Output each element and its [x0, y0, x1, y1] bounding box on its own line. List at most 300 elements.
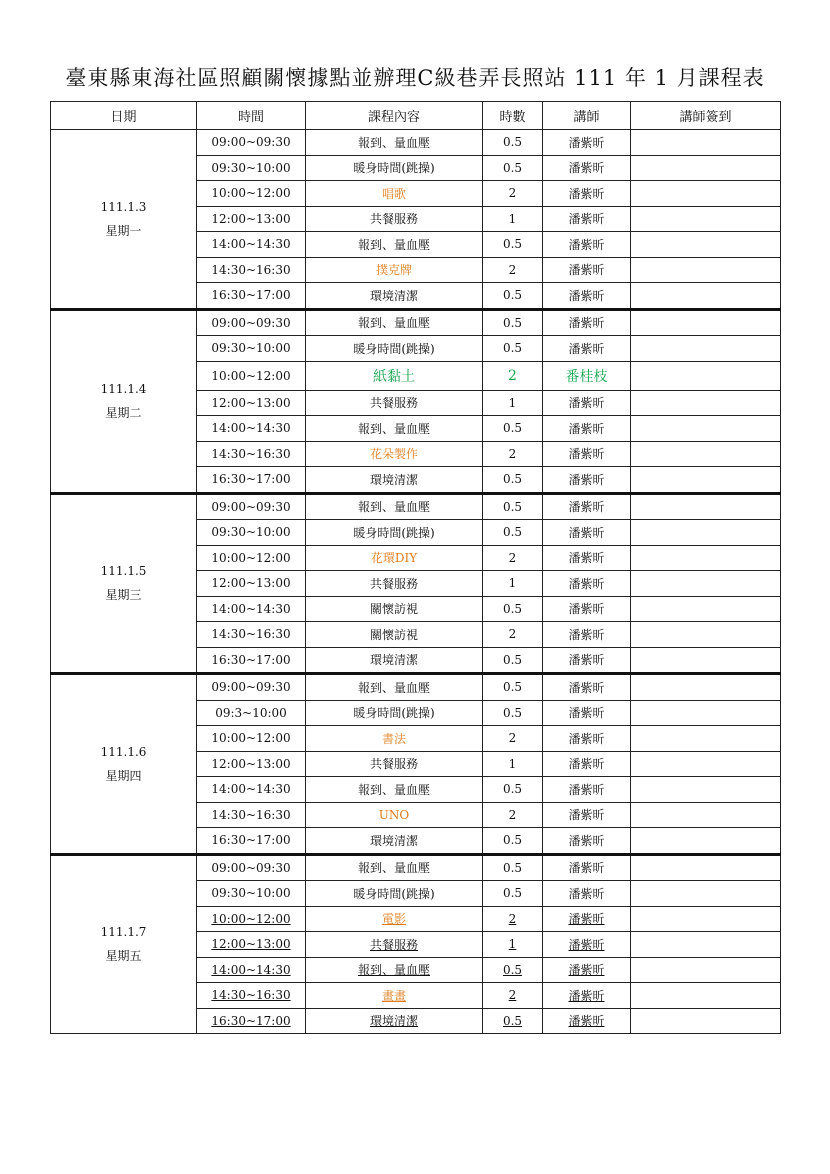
hours-cell [483, 181, 543, 207]
teacher-cell-text: 潘紫昕 [568, 937, 605, 952]
time-cell-text: 09:30~10:00 [211, 886, 291, 901]
course-cell-text: 暖身時間(跳操) [353, 525, 435, 540]
course-cell [306, 206, 483, 232]
hours-cell-text: 0.5 [502, 341, 523, 356]
hours-cell-text: 0.5 [502, 886, 523, 901]
teacher-cell [543, 309, 631, 336]
time-cell-text: 16:30~17:00 [211, 652, 291, 667]
course-cell-text: 報到、量血壓 [357, 421, 430, 436]
hours-cell-text: 0.5 [502, 833, 523, 848]
signature-cell[interactable] [631, 802, 781, 828]
time-cell [197, 520, 306, 546]
teacher-cell-text: 潘紫昕 [568, 861, 605, 876]
time-cell-text: 14:30~16:30 [211, 807, 291, 822]
date-value: 111.1.6 [100, 744, 147, 759]
hours-cell-text: 2 [508, 807, 517, 822]
teacher-cell-text: 潘紫昕 [568, 680, 605, 695]
course-cell-text: 報到、量血壓 [357, 500, 430, 515]
date-cell [51, 309, 197, 493]
teacher-cell [543, 726, 631, 752]
time-cell [197, 983, 306, 1009]
course-cell [306, 674, 483, 701]
teacher-cell [543, 647, 631, 674]
table-row [51, 674, 781, 701]
time-cell-text: 09:00~09:30 [211, 860, 291, 875]
signature-cell[interactable] [631, 130, 781, 156]
time-cell-text: 14:00~14:30 [211, 237, 291, 252]
time-cell [197, 283, 306, 310]
time-cell-text: 09:30~10:00 [211, 525, 291, 540]
weekday-label: 星期三 [105, 588, 142, 603]
time-cell [197, 309, 306, 336]
time-cell-text: 09:30~10:00 [211, 341, 291, 356]
teacher-cell-text: 潘紫昕 [568, 288, 605, 303]
teacher-cell-text: 番桂枝 [565, 368, 608, 385]
hours-cell-text: 0.5 [502, 1013, 523, 1028]
signature-cell[interactable] [631, 361, 781, 390]
time-cell-text: 09:00~09:30 [211, 315, 291, 330]
time-cell-text: 12:00~13:00 [211, 395, 291, 410]
teacher-cell-text: 潘紫昕 [568, 551, 605, 566]
course-cell [306, 181, 483, 207]
signature-cell[interactable] [631, 932, 781, 958]
teacher-cell [543, 596, 631, 622]
hours-cell-text: 0.5 [502, 288, 523, 303]
course-cell [306, 257, 483, 283]
hours-cell [483, 622, 543, 648]
hours-cell-text: 0.5 [502, 421, 523, 436]
header-row [51, 102, 781, 130]
time-cell-text: 14:00~14:30 [211, 782, 291, 797]
teacher-cell-text: 潘紫昕 [568, 833, 605, 848]
course-cell [306, 130, 483, 156]
hours-cell-text: 0.5 [502, 160, 523, 175]
time-cell-text: 10:00~12:00 [211, 731, 291, 746]
table-row [51, 493, 781, 520]
signature-cell[interactable] [631, 181, 781, 207]
course-cell-text: 暖身時間(跳操) [353, 886, 435, 901]
hours-cell [483, 283, 543, 310]
time-cell [197, 700, 306, 726]
course-cell [306, 700, 483, 726]
course-cell-text: 環境清潔 [369, 833, 418, 848]
hours-cell [483, 751, 543, 777]
teacher-cell [543, 751, 631, 777]
hours-cell-text: 0.5 [502, 962, 523, 977]
hours-cell [483, 520, 543, 546]
hours-cell [483, 700, 543, 726]
course-cell-text: 唱歌 [381, 186, 406, 201]
course-cell [306, 802, 483, 828]
signature-cell[interactable] [631, 336, 781, 362]
teacher-cell [543, 181, 631, 207]
teacher-cell-text: 潘紫昕 [568, 500, 605, 515]
time-cell [197, 361, 306, 390]
date-value: 111.1.5 [100, 564, 147, 579]
teacher-cell [543, 674, 631, 701]
hours-cell [483, 674, 543, 701]
teacher-cell-text: 潘紫昕 [568, 161, 605, 176]
course-cell-text: 共餐服務 [369, 576, 418, 591]
time-cell-text: 09:3~10:00 [215, 705, 287, 720]
course-cell-text: 環境清潔 [369, 653, 418, 668]
header-course: 課程內容 [306, 102, 483, 130]
course-cell-text: 撲克牌 [375, 263, 412, 278]
teacher-cell [543, 257, 631, 283]
signature-cell[interactable] [631, 700, 781, 726]
teacher-cell-text: 潘紫昕 [568, 963, 605, 978]
signature-cell[interactable] [631, 751, 781, 777]
hours-cell-text: 2 [508, 988, 517, 1003]
hours-cell [483, 802, 543, 828]
teacher-cell [543, 1008, 631, 1034]
signature-cell[interactable] [631, 206, 781, 232]
signature-cell[interactable] [631, 983, 781, 1009]
time-cell [197, 802, 306, 828]
course-cell-text: 報到、量血壓 [357, 680, 430, 695]
teacher-cell [543, 545, 631, 571]
time-cell [197, 232, 306, 258]
hours-cell [483, 571, 543, 597]
hours-cell [483, 881, 543, 907]
course-cell [306, 622, 483, 648]
teacher-cell-text: 潘紫昕 [568, 1014, 605, 1029]
date-cell [51, 493, 197, 674]
time-cell [197, 467, 306, 494]
time-cell [197, 493, 306, 520]
course-cell [306, 493, 483, 520]
time-cell [197, 647, 306, 674]
hours-cell [483, 155, 543, 181]
time-cell-text: 14:30~16:30 [211, 446, 291, 461]
time-cell [197, 206, 306, 232]
course-cell [306, 441, 483, 467]
teacher-cell-text: 潘紫昕 [568, 341, 605, 356]
time-cell [197, 257, 306, 283]
course-cell-text: 報到、量血壓 [357, 135, 430, 150]
time-cell [197, 571, 306, 597]
signature-cell[interactable] [631, 257, 781, 283]
course-cell [306, 232, 483, 258]
teacher-cell [543, 802, 631, 828]
teacher-cell [543, 983, 631, 1009]
time-cell-text: 09:00~09:30 [211, 499, 291, 514]
signature-cell[interactable] [631, 596, 781, 622]
time-cell [197, 906, 306, 932]
table-row [51, 130, 781, 156]
time-cell-text: 09:00~09:30 [211, 680, 291, 695]
time-cell-text: 16:30~17:00 [211, 1013, 291, 1028]
time-cell [197, 957, 306, 983]
hours-cell-text: 2 [508, 627, 517, 642]
course-cell [306, 828, 483, 855]
course-cell-text: 畫畫 [381, 988, 406, 1003]
teacher-cell [543, 700, 631, 726]
signature-cell[interactable] [631, 777, 781, 803]
hours-cell-text: 1 [508, 756, 517, 771]
course-cell [306, 957, 483, 983]
signature-cell[interactable] [631, 232, 781, 258]
header-hours: 時數 [483, 102, 543, 130]
time-cell [197, 336, 306, 362]
signature-cell[interactable] [631, 854, 781, 881]
time-cell-text: 14:00~14:30 [211, 421, 291, 436]
time-cell [197, 441, 306, 467]
teacher-cell [543, 441, 631, 467]
teacher-cell [543, 520, 631, 546]
hours-cell-text: 1 [508, 211, 517, 226]
course-cell-text: 關懷訪視 [369, 602, 418, 617]
signature-cell[interactable] [631, 1008, 781, 1034]
time-cell-text: 16:30~17:00 [211, 833, 291, 848]
course-cell [306, 881, 483, 907]
hours-cell-text: 2 [508, 367, 517, 384]
course-cell [306, 571, 483, 597]
time-cell [197, 416, 306, 442]
time-cell [197, 726, 306, 752]
weekday-label: 星期二 [105, 406, 142, 420]
hours-cell-text: 0.5 [502, 680, 523, 695]
time-cell [197, 181, 306, 207]
hours-cell [483, 596, 543, 622]
signature-cell[interactable] [631, 726, 781, 752]
hours-cell-text: 0.5 [502, 860, 523, 875]
course-cell-text: 花環DIY [370, 551, 418, 566]
hours-cell-text: 0.5 [502, 652, 523, 667]
time-cell [197, 545, 306, 571]
signature-cell[interactable] [631, 520, 781, 546]
time-cell-text: 14:00~14:30 [211, 601, 291, 616]
hours-cell-text: 2 [508, 731, 517, 746]
hours-cell-text: 1 [508, 937, 517, 952]
hours-cell-text: 0.5 [502, 472, 523, 487]
teacher-cell [543, 777, 631, 803]
hours-cell-text: 0.5 [502, 499, 523, 514]
course-cell-text: 暖身時間(跳操) [353, 161, 435, 176]
hours-cell-text: 0.5 [502, 782, 523, 797]
hours-cell [483, 932, 543, 958]
teacher-cell-text: 潘紫昕 [568, 212, 605, 227]
hours-cell-text: 0.5 [502, 705, 523, 720]
time-cell-text: 09:00~09:30 [211, 135, 291, 150]
date-value: 111.1.7 [100, 925, 147, 940]
teacher-cell [543, 336, 631, 362]
hours-cell-text: 0.5 [502, 315, 523, 330]
course-cell [306, 283, 483, 310]
signature-cell[interactable] [631, 828, 781, 855]
course-cell-text: 共餐服務 [369, 396, 418, 411]
teacher-cell [543, 206, 631, 232]
teacher-cell [543, 467, 631, 494]
hours-cell-text: 2 [508, 186, 517, 201]
course-cell [306, 1008, 483, 1034]
time-cell [197, 828, 306, 855]
time-cell-text: 14:30~16:30 [211, 627, 291, 642]
time-cell [197, 155, 306, 181]
teacher-cell [543, 232, 631, 258]
signature-cell[interactable] [631, 622, 781, 648]
time-cell-text: 14:30~16:30 [211, 988, 291, 1003]
teacher-cell-text: 潘紫昕 [568, 602, 605, 617]
hours-cell [483, 854, 543, 881]
signature-cell[interactable] [631, 906, 781, 932]
signature-cell[interactable] [631, 571, 781, 597]
signature-cell[interactable] [631, 155, 781, 181]
header-time: 時間 [197, 102, 306, 130]
hours-cell [483, 493, 543, 520]
hours-cell-text: 2 [508, 911, 517, 926]
weekday-label: 星期一 [105, 223, 142, 238]
signature-cell[interactable] [631, 441, 781, 467]
teacher-cell [543, 155, 631, 181]
time-cell [197, 932, 306, 958]
header-signature: 講師簽到 [631, 102, 781, 130]
table-row [51, 309, 781, 336]
course-cell [306, 932, 483, 958]
course-cell [306, 854, 483, 881]
course-cell-text: 報到、量血壓 [357, 782, 430, 797]
teacher-cell-text: 潘紫昕 [568, 237, 605, 252]
teacher-cell-text: 潘紫昕 [568, 782, 605, 797]
signature-cell[interactable] [631, 416, 781, 442]
teacher-cell [543, 416, 631, 442]
course-cell [306, 777, 483, 803]
hours-cell [483, 545, 543, 571]
teacher-cell-text: 潘紫昕 [568, 396, 605, 411]
teacher-cell-text: 潘紫昕 [568, 886, 605, 901]
course-cell [306, 416, 483, 442]
signature-cell[interactable] [631, 957, 781, 983]
course-cell-text: 紙黏土 [373, 368, 415, 385]
hours-cell [483, 647, 543, 674]
course-cell [306, 906, 483, 932]
hours-cell [483, 777, 543, 803]
weekday-label: 星期五 [105, 949, 142, 964]
signature-cell[interactable] [631, 309, 781, 336]
time-cell [197, 130, 306, 156]
page-title: 臺東縣東海社區照顧關懷據點並辦理C級巷弄長照站 111 年 1 月課程表 [65, 66, 765, 90]
teacher-cell-text: 潘紫昕 [568, 472, 605, 487]
hours-cell-text: 2 [508, 262, 517, 277]
hours-cell [483, 309, 543, 336]
hours-cell-text: 0.5 [502, 525, 523, 540]
course-cell-text: 書法 [381, 731, 406, 746]
time-cell [197, 1008, 306, 1034]
teacher-cell [543, 957, 631, 983]
teacher-cell [543, 361, 631, 390]
teacher-cell [543, 571, 631, 597]
teacher-cell [543, 390, 631, 416]
time-cell-text: 10:00~12:00 [211, 550, 291, 565]
weekday-label: 星期四 [105, 768, 142, 783]
hours-cell-text: 0.5 [502, 601, 523, 616]
course-cell-text: 報到、量血壓 [357, 316, 430, 331]
signature-cell[interactable] [631, 674, 781, 701]
table-row [51, 854, 781, 881]
teacher-cell-text: 潘紫昕 [568, 653, 605, 668]
course-cell [306, 751, 483, 777]
signature-cell[interactable] [631, 493, 781, 520]
time-cell-text: 14:30~16:30 [211, 262, 291, 277]
time-cell-text: 16:30~17:00 [211, 288, 291, 303]
signature-cell[interactable] [631, 545, 781, 571]
teacher-cell-text: 潘紫昕 [568, 627, 605, 642]
teacher-cell [543, 828, 631, 855]
hours-cell [483, 130, 543, 156]
hours-cell [483, 1008, 543, 1034]
time-cell [197, 674, 306, 701]
course-cell [306, 983, 483, 1009]
hours-cell-text: 2 [508, 550, 517, 565]
course-cell [306, 647, 483, 674]
signature-cell[interactable] [631, 283, 781, 310]
hours-cell [483, 828, 543, 855]
hours-cell-text: 1 [508, 395, 517, 410]
teacher-cell [543, 854, 631, 881]
course-cell [306, 155, 483, 181]
course-cell [306, 336, 483, 362]
course-cell-text: 花朵製作 [369, 447, 418, 462]
hours-cell [483, 232, 543, 258]
course-cell-text: 暖身時間(跳操) [353, 341, 435, 356]
header-date: 日期 [51, 102, 197, 130]
teacher-cell [543, 130, 631, 156]
hours-cell [483, 441, 543, 467]
course-cell-text: 共餐服務 [369, 937, 418, 952]
teacher-cell-text: 潘紫昕 [568, 988, 605, 1003]
course-cell-text: 暖身時間(跳操) [353, 706, 435, 721]
signature-cell[interactable] [631, 647, 781, 674]
time-cell-text: 10:00~12:00 [211, 368, 291, 383]
hours-cell [483, 336, 543, 362]
signature-cell[interactable] [631, 390, 781, 416]
teacher-cell-text: 潘紫昕 [568, 576, 605, 591]
time-cell [197, 622, 306, 648]
teacher-cell [543, 493, 631, 520]
teacher-cell-text: 潘紫昕 [568, 757, 605, 772]
date-value: 111.1.3 [100, 199, 147, 214]
teacher-cell-text: 潘紫昕 [568, 186, 605, 201]
teacher-cell-text: 潘紫昕 [568, 912, 605, 927]
time-cell [197, 751, 306, 777]
teacher-cell-text: 潘紫昕 [568, 447, 605, 462]
course-cell [306, 726, 483, 752]
hours-cell-text: 0.5 [502, 237, 523, 252]
teacher-cell [543, 622, 631, 648]
signature-cell[interactable] [631, 467, 781, 494]
time-cell [197, 596, 306, 622]
course-cell [306, 390, 483, 416]
course-schedule-table [50, 101, 781, 1034]
course-cell-text: 報到、量血壓 [357, 861, 430, 876]
teacher-cell-text: 潘紫昕 [568, 525, 605, 540]
hours-cell-text: 2 [508, 446, 517, 461]
teacher-cell [543, 283, 631, 310]
course-cell-text: 共餐服務 [369, 212, 418, 227]
teacher-cell-text: 潘紫昕 [568, 421, 605, 436]
time-cell-text: 12:00~13:00 [211, 756, 291, 771]
time-cell-text: 10:00~12:00 [211, 186, 291, 201]
teacher-cell-text: 潘紫昕 [568, 731, 605, 746]
course-cell-text: 環境清潔 [369, 288, 418, 303]
hours-cell [483, 726, 543, 752]
teacher-cell-text: 潘紫昕 [568, 135, 605, 150]
course-cell-text: 環境清潔 [369, 1014, 418, 1029]
time-cell-text: 09:30~10:00 [211, 160, 291, 175]
course-cell-text: 報到、量血壓 [357, 237, 430, 252]
signature-cell[interactable] [631, 881, 781, 907]
hours-cell [483, 390, 543, 416]
